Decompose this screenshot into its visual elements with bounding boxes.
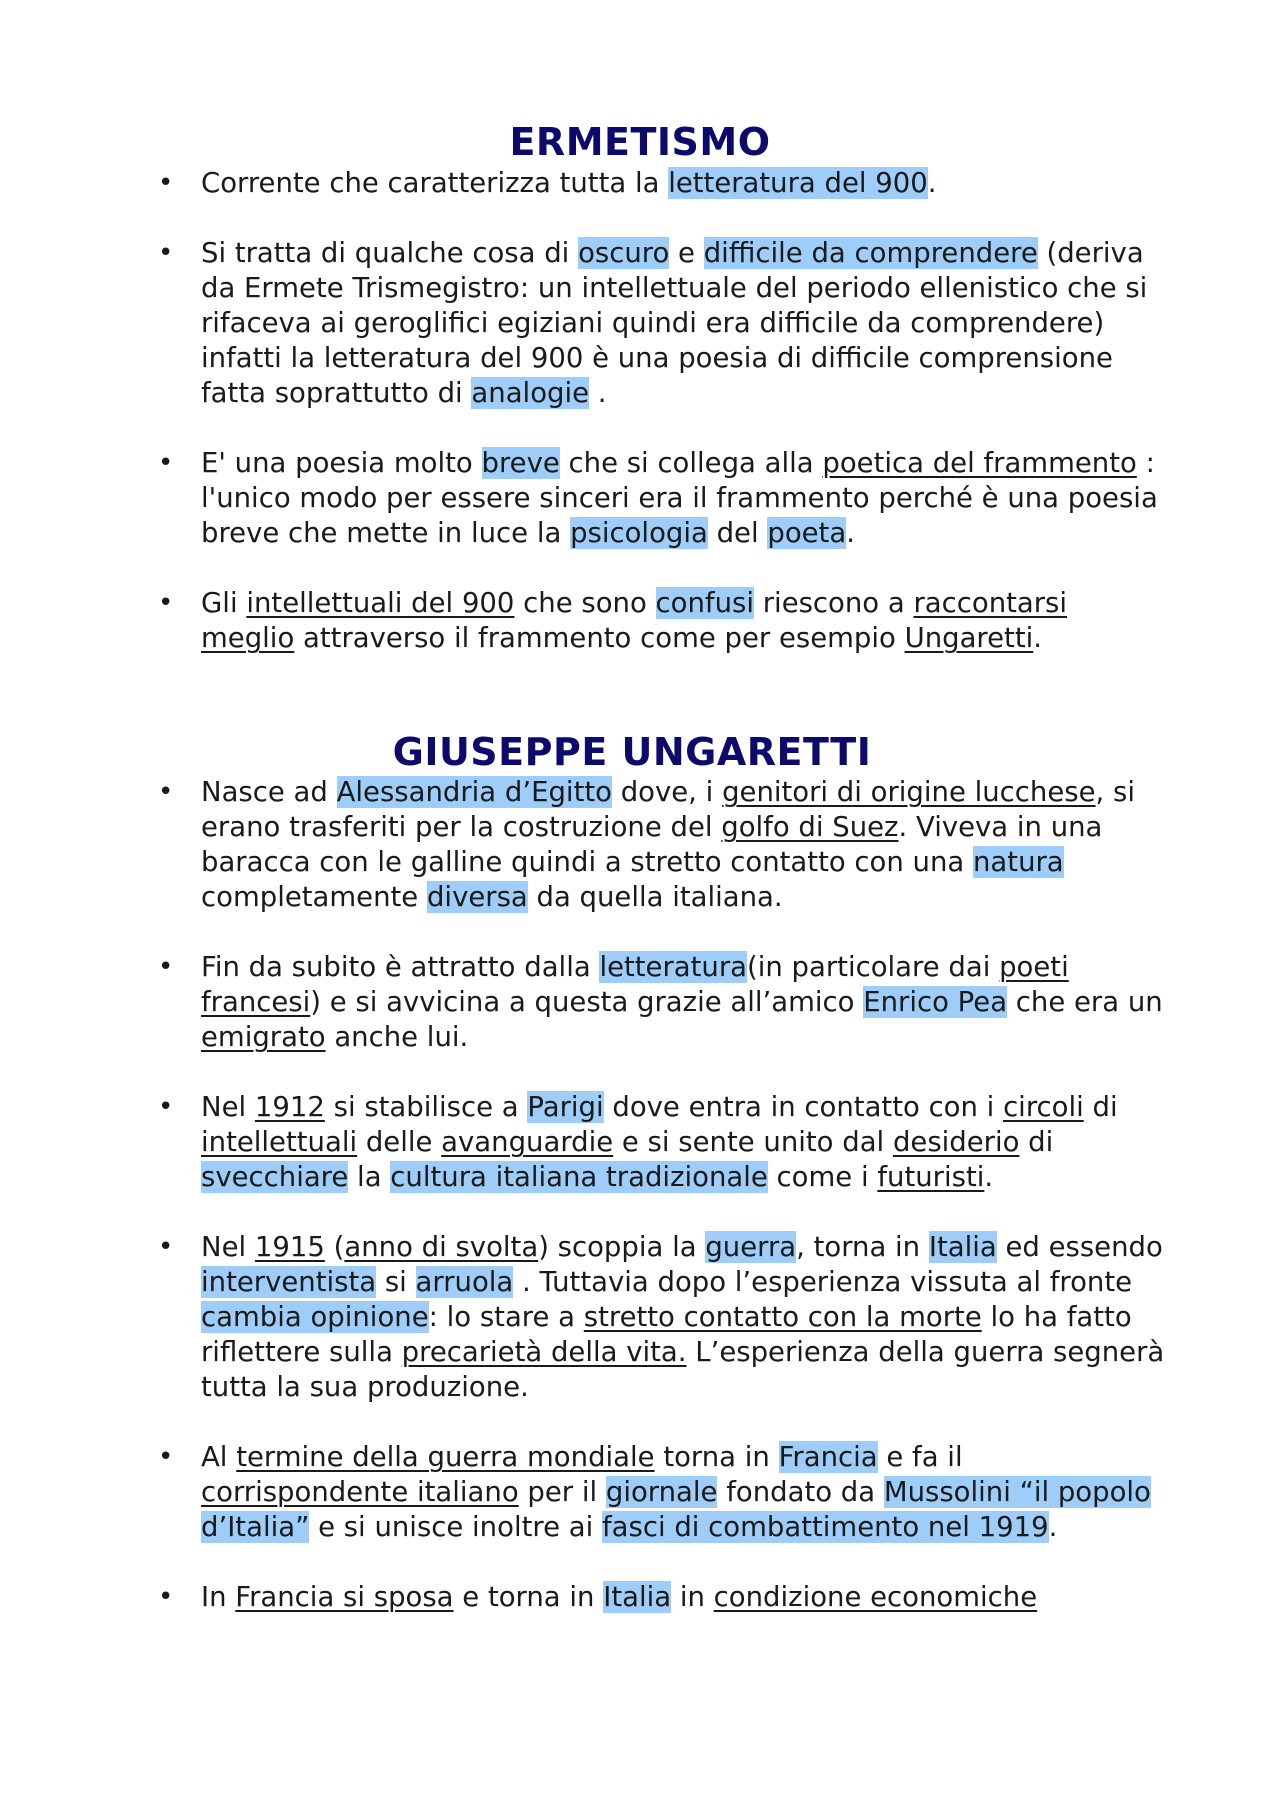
highlighted-text: letteratura del 900 <box>668 167 928 199</box>
text-run: riescono a <box>754 587 914 619</box>
underlined-text: 1915 <box>254 1231 325 1263</box>
text-run: L’esperienza della guerra segnerà tutta la sua produzione. <box>201 1336 1165 1403</box>
text-run: . <box>846 517 855 549</box>
text-run: dove entra in contatto con i <box>603 1091 1004 1123</box>
bullet-item <box>158 166 1168 201</box>
text-run: . <box>1033 622 1043 654</box>
text-run: di <box>1083 1091 1118 1123</box>
text-run: . Viveva in una baracca con le galline quindi a stretto contatto con una <box>201 811 1103 878</box>
bullet-item <box>158 1580 1168 1615</box>
highlighted-text: cambia opinione <box>201 1301 429 1333</box>
text-run: completamente <box>201 881 427 913</box>
highlighted-text: svecchiare <box>201 1161 349 1193</box>
underlined-text: Ungaretti <box>904 622 1034 654</box>
underlined-text: intellettuali del 900 <box>246 587 515 619</box>
highlighted-text: Italia <box>603 1581 672 1613</box>
text-run: di <box>1019 1126 1054 1158</box>
text-run: e <box>669 237 704 269</box>
underlined-text: Francia si sposa <box>235 1581 454 1613</box>
underlined-text: corrispondente italiano <box>201 1476 519 1508</box>
text-run: dove, i <box>611 776 723 808</box>
highlighted-text: fasci di combattimento nel 1919 <box>601 1511 1049 1543</box>
underlined-text: termine della guerra mondiale <box>236 1441 655 1473</box>
underlined-text: genitori di origine lucchese <box>722 776 1096 808</box>
highlighted-text: psicologia <box>570 517 708 549</box>
text-run: (deriva da Ermete Trismegistro: un intellettuale del periodo ellenistico che si rifaceva ai geroglifici egiziani quindi era difficile da comprendere) infatti la letteratura del 900 è una poesia di difficile comprensione fatta soprattutto di <box>201 237 1148 409</box>
highlighted-text: giornale <box>605 1476 718 1508</box>
text-run: fondato da <box>717 1476 884 1508</box>
highlighted-text: Italia <box>928 1231 997 1263</box>
highlighted-text: letteratura <box>599 951 748 983</box>
underlined-text: poeti francesi <box>201 951 1069 1018</box>
highlighted-text: Parigi <box>527 1091 604 1123</box>
text-run: : lo stare a <box>428 1301 584 1333</box>
underlined-text: stretto contatto con la morte <box>583 1301 982 1333</box>
highlighted-text: interventista <box>201 1266 377 1298</box>
text-run: si stabilisce a <box>324 1091 528 1123</box>
bullet-item <box>158 775 1168 915</box>
text-run: (in particolare dai <box>747 951 1000 983</box>
text-run: Nasce ad <box>201 776 337 808</box>
highlighted-text: Mussolini “il popolo d’Italia” <box>201 1476 1151 1543</box>
bullet-item <box>158 586 1168 656</box>
bullet-item <box>158 1090 1168 1195</box>
text-run: . <box>589 377 607 409</box>
text-run: ) scoppia la <box>538 1231 706 1263</box>
text-run: Fin da subito è attratto dalla <box>201 951 600 983</box>
underlined-text: raccontarsi meglio <box>201 587 1068 654</box>
highlighted-text: breve <box>481 447 560 479</box>
highlighted-text: Francia <box>778 1441 878 1473</box>
text-run: torna in <box>654 1441 779 1473</box>
underlined-text: poetica del frammento <box>822 447 1137 479</box>
text-run: e si unisce inoltre ai <box>309 1511 602 1543</box>
text-run: . <box>984 1161 994 1193</box>
highlighted-text: Enrico Pea <box>863 986 1008 1018</box>
text-run: Al <box>201 1441 237 1473</box>
underlined-text: anno di svolta <box>344 1231 539 1263</box>
section-title-ungaretti: GIUSEPPE UNGARETTI <box>392 730 872 774</box>
underlined-text: emigrato <box>201 1021 326 1053</box>
underlined-text: condizione economiche <box>713 1581 1038 1613</box>
highlighted-text: cultura italiana tradizionale <box>390 1161 768 1193</box>
text-run: in <box>671 1581 714 1613</box>
text-run: che sono <box>514 587 656 619</box>
text-run: Si tratta di qualche cosa di <box>201 237 579 269</box>
underlined-text: precarietà della vita. <box>401 1336 687 1368</box>
underlined-text: 1912 <box>254 1091 325 1123</box>
bullet-item <box>158 950 1168 1055</box>
text-run: la <box>348 1161 391 1193</box>
text-run: che si collega alla <box>559 447 823 479</box>
underlined-text: avanguardie <box>441 1126 614 1158</box>
highlighted-text: arruola <box>415 1266 514 1298</box>
text-run: e fa il <box>877 1441 963 1473</box>
text-run: Nel <box>201 1091 255 1123</box>
text-run: , si erano trasferiti per la costruzione del <box>201 776 1135 843</box>
text-run: . <box>927 167 937 199</box>
bullet-item <box>158 446 1168 551</box>
text-run: lo ha fatto riflettere sulla <box>201 1301 1132 1368</box>
text-run: si <box>376 1266 416 1298</box>
ermetismo-bullet-list <box>158 166 1168 691</box>
section-title-ermetismo: ERMETISMO <box>509 120 771 164</box>
ungaretti-bullet-list <box>158 775 1168 1650</box>
text-run: Nel <box>201 1231 255 1263</box>
text-run: ) e si avvicina a questa grazie all’amico <box>310 986 864 1018</box>
bullet-item <box>158 236 1168 411</box>
bullet-item <box>158 1230 1168 1405</box>
text-run: . Tuttavia dopo l’esperienza vissuta al fronte <box>513 1266 1133 1298</box>
underlined-text: circoli <box>1003 1091 1084 1123</box>
text-run: che era un <box>1007 986 1163 1018</box>
text-run: Gli <box>201 587 247 619</box>
text-run: : l'unico modo per essere sinceri era il frammento perché è una poesia breve che mette in luce la <box>201 447 1158 549</box>
highlighted-text: confusi <box>655 587 754 619</box>
highlighted-text: difficile da comprendere <box>703 237 1038 269</box>
text-run: . <box>1048 1511 1058 1543</box>
text-run: anche lui. <box>325 1021 469 1053</box>
text-run: da quella italiana. <box>527 881 783 913</box>
text-run: come i <box>767 1161 878 1193</box>
text-run: attraverso il frammento come per esempio <box>294 622 905 654</box>
text-run: per il <box>518 1476 606 1508</box>
text-run: , torna in <box>796 1231 929 1263</box>
highlighted-text: oscuro <box>578 237 670 269</box>
highlighted-text: guerra <box>705 1231 797 1263</box>
text-run: In <box>201 1581 236 1613</box>
underlined-text: futuristi <box>877 1161 985 1193</box>
text-run: delle <box>357 1126 442 1158</box>
text-run: E' una poesia molto <box>201 447 482 479</box>
highlighted-text: Alessandria d’Egitto <box>336 776 612 808</box>
highlighted-text: natura <box>973 846 1064 878</box>
underlined-text: desiderio <box>892 1126 1020 1158</box>
highlighted-text: diversa <box>426 881 528 913</box>
underlined-text: intellettuali <box>201 1126 358 1158</box>
text-run: del <box>707 517 768 549</box>
text-run: Corrente che caratterizza tutta la <box>201 167 669 199</box>
text-run: ( <box>324 1231 345 1263</box>
highlighted-text: analogie <box>471 377 590 409</box>
text-run: e torna in <box>453 1581 604 1613</box>
underlined-text: golfo di Suez <box>721 811 899 843</box>
text-run: ed essendo <box>996 1231 1163 1263</box>
text-run: e si sente unito dal <box>613 1126 893 1158</box>
bullet-item <box>158 1440 1168 1545</box>
highlighted-text: poeta <box>767 517 847 549</box>
